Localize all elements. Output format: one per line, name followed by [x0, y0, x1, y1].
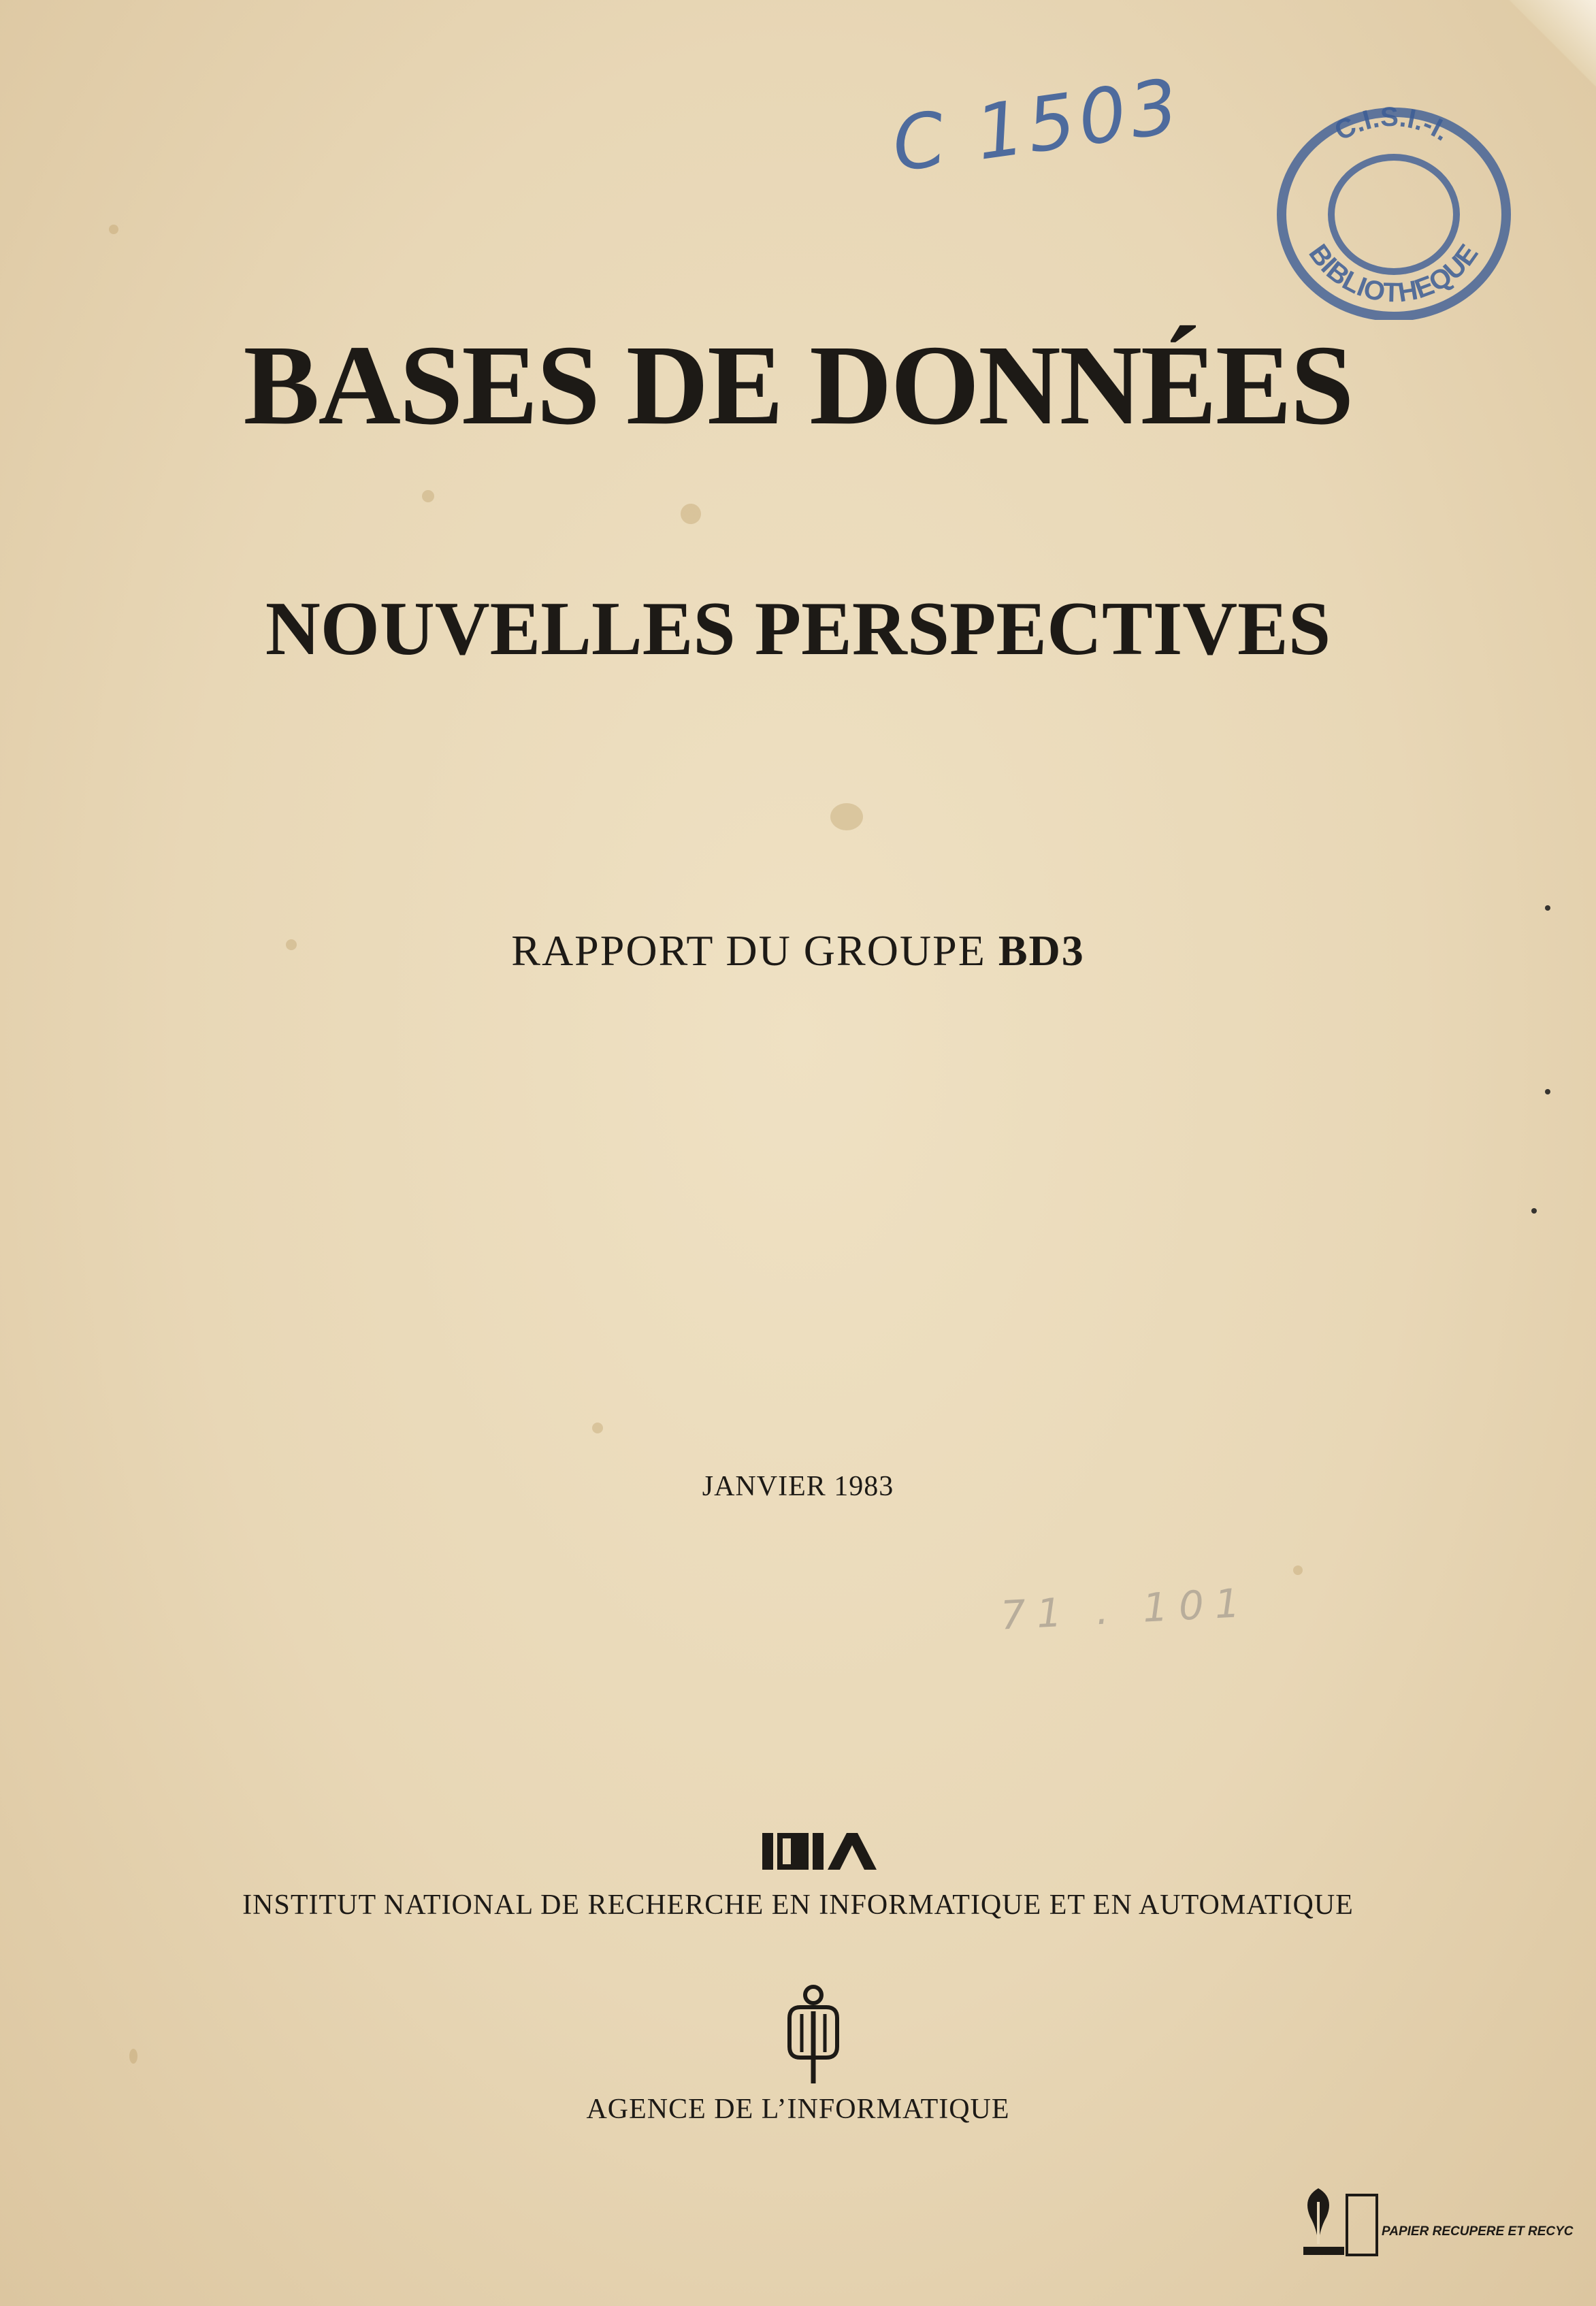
report-group: BD3 — [998, 926, 1085, 975]
publication-date: JANVIER 1983 — [702, 1471, 894, 1502]
inria-logo — [762, 1828, 878, 1875]
svg-text:C.I.S.I.-I. — [1330, 102, 1455, 147]
paper-speck — [1545, 905, 1550, 911]
report-line — [0, 926, 1596, 976]
document-title: BASES DE DONNÉES — [243, 322, 1353, 449]
paper-speck — [109, 225, 118, 234]
library-stamp — [1266, 95, 1521, 320]
stamp-bottom-text: BIBLIOTHEQUE — [1303, 239, 1484, 308]
document-subtitle: NOUVELLES PERSPECTIVES — [265, 587, 1331, 671]
institute-name: INSTITUT NATIONAL DE RECHERCHE EN INFORMATIQUE ET EN AUTOMATIQUE — [242, 1889, 1354, 1921]
handwritten-catalog-code: C 1503 — [887, 61, 1188, 189]
paper-speck — [1531, 1208, 1537, 1214]
report-prefix: RAPPORT DU GROUPE — [511, 926, 986, 975]
stamp-top-text: C.I.S.I.-I. — [1329, 101, 1455, 147]
agence-logo — [776, 1984, 851, 2086]
paper-speck — [592, 1423, 603, 1433]
paper-speck — [1293, 1565, 1303, 1575]
paper-speck — [681, 504, 701, 524]
paper-speck — [129, 2049, 137, 2064]
recycled-paper-mark — [1303, 2181, 1589, 2263]
paper-speck — [830, 803, 863, 830]
paper-speck — [1545, 1089, 1550, 1094]
handwritten-shelf-number: 71 . 101 — [999, 1579, 1252, 1639]
folded-corner — [1494, 0, 1596, 88]
paper-speck — [422, 490, 434, 502]
recycled-paper-text: PAPIER RECUPERE ET RECYC — [1382, 2224, 1574, 2239]
agency-name: AGENCE DE L’INFORMATIQUE — [586, 2094, 1010, 2125]
